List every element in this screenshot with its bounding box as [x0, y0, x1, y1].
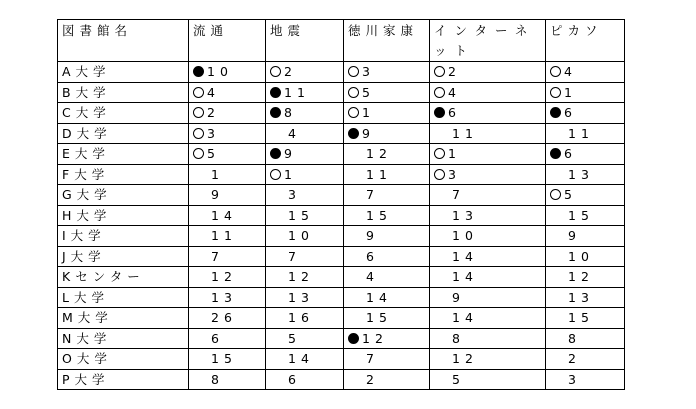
column-header-picasso: ピカソ	[546, 20, 625, 62]
rank-value: 13	[452, 207, 478, 223]
rank-value: 1	[211, 166, 224, 182]
filled-circle-icon	[270, 107, 281, 118]
rank-cell	[266, 205, 344, 226]
table-row	[58, 267, 625, 288]
rank-value: 10	[207, 64, 233, 80]
rank-value: 9	[211, 187, 224, 203]
rank-value: 1	[362, 105, 375, 121]
table-row	[58, 328, 625, 349]
rank-value: 16	[288, 310, 314, 326]
rank-cell	[189, 103, 266, 124]
rank-cell	[546, 287, 625, 308]
library-name-cell: O大学	[58, 349, 189, 370]
table-row	[58, 246, 625, 267]
filled-circle-icon	[270, 87, 281, 98]
column-header-earthquake: 地震	[266, 20, 344, 62]
table-row	[58, 287, 625, 308]
library-name-cell: D大学	[58, 123, 189, 144]
open-circle-icon	[193, 87, 204, 98]
rank-cell	[546, 349, 625, 370]
open-circle-icon	[434, 148, 445, 159]
rank-value: 9	[362, 125, 375, 141]
rank-value: 14	[452, 269, 478, 285]
rank-cell	[546, 226, 625, 247]
rank-cell	[189, 226, 266, 247]
filled-circle-icon	[270, 148, 281, 159]
library-name-cell: I大学	[58, 226, 189, 247]
rank-cell	[546, 123, 625, 144]
rank-value: 15	[366, 207, 392, 223]
rank-value: 5	[362, 84, 375, 100]
column-header-library-name: 図書館名	[58, 20, 189, 62]
rank-value: 4	[207, 84, 220, 100]
library-ranking-table	[57, 19, 625, 390]
rank-cell	[344, 287, 430, 308]
rank-cell	[344, 185, 430, 206]
library-name-cell: F大学	[58, 164, 189, 185]
rank-cell	[546, 185, 625, 206]
rank-cell	[546, 62, 625, 83]
rank-cell	[189, 82, 266, 103]
rank-cell	[546, 103, 625, 124]
rank-value: 14	[288, 351, 314, 367]
rank-value: 5	[207, 146, 220, 162]
rank-cell	[430, 226, 546, 247]
rank-value: 15	[568, 310, 594, 326]
rank-value: 14	[366, 289, 392, 305]
rank-value: 10	[568, 248, 594, 264]
rank-value: 11	[568, 125, 594, 141]
rank-value: 15	[288, 207, 314, 223]
rank-value: 11	[452, 125, 478, 141]
rank-value: 12	[362, 330, 388, 346]
rank-cell	[430, 144, 546, 165]
open-circle-icon	[550, 87, 561, 98]
open-circle-icon	[193, 107, 204, 118]
rank-cell	[266, 349, 344, 370]
open-circle-icon	[193, 148, 204, 159]
rank-value: 13	[568, 166, 594, 182]
column-header-internet: インターネット	[430, 20, 546, 62]
rank-value: 4	[288, 125, 301, 141]
rank-cell	[344, 123, 430, 144]
rank-value: 2	[366, 371, 379, 387]
library-name-cell: P大学	[58, 369, 189, 390]
rank-value: 5	[564, 187, 577, 203]
filled-circle-icon	[348, 333, 359, 344]
rank-value: 8	[284, 105, 297, 121]
rank-value: 6	[564, 146, 577, 162]
rank-value: 1	[284, 166, 297, 182]
table-row	[58, 226, 625, 247]
rank-value: 14	[211, 207, 237, 223]
column-header-distribution: 流通	[189, 20, 266, 62]
rank-cell	[266, 369, 344, 390]
rank-cell	[344, 226, 430, 247]
table-row	[58, 349, 625, 370]
rank-cell	[430, 123, 546, 144]
rank-cell	[266, 287, 344, 308]
filled-circle-icon	[348, 128, 359, 139]
rank-value: 15	[366, 310, 392, 326]
rank-cell	[266, 308, 344, 329]
rank-cell	[546, 205, 625, 226]
rank-cell	[430, 369, 546, 390]
rank-cell	[189, 287, 266, 308]
open-circle-icon	[348, 66, 359, 77]
rank-cell	[189, 123, 266, 144]
rank-value: 1	[448, 146, 461, 162]
rank-value: 6	[211, 330, 224, 346]
rank-value: 4	[448, 84, 461, 100]
rank-cell	[344, 205, 430, 226]
rank-cell	[546, 369, 625, 390]
rank-cell	[344, 82, 430, 103]
rank-value: 3	[288, 187, 301, 203]
rank-cell	[266, 103, 344, 124]
library-name-cell: N大学	[58, 328, 189, 349]
rank-value: 5	[288, 330, 301, 346]
rank-cell	[430, 267, 546, 288]
rank-cell	[266, 267, 344, 288]
rank-value: 10	[452, 228, 478, 244]
rank-cell	[430, 205, 546, 226]
table-row	[58, 308, 625, 329]
rank-value: 12	[288, 269, 314, 285]
rank-cell	[344, 144, 430, 165]
rank-cell	[546, 267, 625, 288]
rank-value: 2	[207, 105, 220, 121]
rank-cell	[266, 246, 344, 267]
rank-cell	[189, 62, 266, 83]
filled-circle-icon	[193, 66, 204, 77]
rank-cell	[189, 267, 266, 288]
rank-value: 6	[288, 371, 301, 387]
rank-cell	[430, 246, 546, 267]
rank-value: 4	[564, 64, 577, 80]
rank-value: 3	[207, 125, 220, 141]
rank-cell	[430, 82, 546, 103]
rank-cell	[189, 308, 266, 329]
rank-value: 11	[284, 84, 310, 100]
table-row	[58, 123, 625, 144]
rank-value: 14	[452, 310, 478, 326]
library-name-cell: J大学	[58, 246, 189, 267]
table-row	[58, 369, 625, 390]
open-circle-icon	[193, 128, 204, 139]
rank-cell	[546, 164, 625, 185]
rank-cell	[344, 328, 430, 349]
rank-value: 10	[288, 228, 314, 244]
rank-value: 6	[448, 105, 461, 121]
open-circle-icon	[550, 189, 561, 200]
table-row	[58, 62, 625, 83]
rank-value: 11	[366, 166, 392, 182]
rank-cell	[189, 369, 266, 390]
rank-cell	[344, 369, 430, 390]
rank-value: 14	[452, 248, 478, 264]
rank-cell	[189, 246, 266, 267]
rank-cell	[344, 267, 430, 288]
rank-value: 7	[211, 248, 224, 264]
table-row	[58, 82, 625, 103]
rank-value: 2	[284, 64, 297, 80]
rank-cell	[430, 103, 546, 124]
rank-cell	[546, 246, 625, 267]
filled-circle-icon	[434, 107, 445, 118]
rank-cell	[430, 164, 546, 185]
rank-cell	[430, 328, 546, 349]
table-body	[58, 62, 625, 390]
rank-value: 9	[284, 146, 297, 162]
library-name-cell: L大学	[58, 287, 189, 308]
rank-value: 9	[452, 289, 465, 305]
library-name-cell: G大学	[58, 185, 189, 206]
rank-cell	[430, 287, 546, 308]
rank-value: 3	[448, 166, 461, 182]
rank-cell	[430, 308, 546, 329]
rank-value: 7	[452, 187, 465, 203]
open-circle-icon	[270, 169, 281, 180]
open-circle-icon	[348, 87, 359, 98]
rank-cell	[344, 103, 430, 124]
rank-value: 8	[211, 371, 224, 387]
rank-cell	[189, 205, 266, 226]
rank-value: 13	[211, 289, 237, 305]
rank-cell	[430, 349, 546, 370]
rank-cell	[266, 226, 344, 247]
rank-cell	[189, 185, 266, 206]
rank-cell	[189, 164, 266, 185]
filled-circle-icon	[550, 148, 561, 159]
rank-value: 7	[288, 248, 301, 264]
library-name-cell: B大学	[58, 82, 189, 103]
header-row	[58, 20, 625, 62]
rank-cell	[430, 185, 546, 206]
rank-value: 11	[211, 228, 237, 244]
rank-cell	[344, 308, 430, 329]
rank-value: 6	[564, 105, 577, 121]
rank-value: 7	[366, 187, 379, 203]
table-row	[58, 144, 625, 165]
rank-value: 3	[362, 64, 375, 80]
rank-value: 3	[568, 371, 581, 387]
library-name-cell: E大学	[58, 144, 189, 165]
rank-value: 12	[568, 269, 594, 285]
rank-value: 12	[211, 269, 237, 285]
rank-value: 9	[568, 228, 581, 244]
library-name-cell: C大学	[58, 103, 189, 124]
rank-cell	[344, 349, 430, 370]
rank-cell	[344, 246, 430, 267]
open-circle-icon	[434, 169, 445, 180]
rank-value: 5	[452, 371, 465, 387]
rank-cell	[546, 82, 625, 103]
rank-cell	[546, 308, 625, 329]
table-row	[58, 185, 625, 206]
rank-value: 15	[568, 207, 594, 223]
library-name-cell: A大学	[58, 62, 189, 83]
rank-value: 26	[211, 310, 237, 326]
open-circle-icon	[550, 66, 561, 77]
rank-value: 13	[288, 289, 314, 305]
open-circle-icon	[434, 87, 445, 98]
rank-cell	[266, 185, 344, 206]
rank-cell	[189, 328, 266, 349]
open-circle-icon	[348, 107, 359, 118]
rank-cell	[266, 144, 344, 165]
rank-cell	[344, 164, 430, 185]
column-header-tokugawa-ieyasu: 徳川家康	[344, 20, 430, 62]
rank-value: 15	[211, 351, 237, 367]
rank-cell	[546, 328, 625, 349]
table-row	[58, 205, 625, 226]
rank-cell	[546, 144, 625, 165]
rank-cell	[266, 62, 344, 83]
rank-cell	[189, 349, 266, 370]
rank-value: 12	[452, 351, 478, 367]
rank-value: 2	[568, 351, 581, 367]
library-name-cell: Kセンター	[58, 267, 189, 288]
open-circle-icon	[434, 66, 445, 77]
rank-value: 8	[568, 330, 581, 346]
rank-value: 8	[452, 330, 465, 346]
rank-value: 2	[448, 64, 461, 80]
rank-cell	[266, 82, 344, 103]
rank-value: 1	[564, 84, 577, 100]
rank-value: 13	[568, 289, 594, 305]
rank-value: 12	[366, 146, 392, 162]
rank-cell	[266, 328, 344, 349]
rank-cell	[266, 123, 344, 144]
rank-cell	[266, 164, 344, 185]
table-row	[58, 103, 625, 124]
rank-value: 7	[366, 351, 379, 367]
rank-value: 6	[366, 248, 379, 264]
open-circle-icon	[270, 66, 281, 77]
rank-cell	[430, 62, 546, 83]
table-row	[58, 164, 625, 185]
rank-value: 9	[366, 228, 379, 244]
filled-circle-icon	[550, 107, 561, 118]
rank-cell	[344, 62, 430, 83]
library-name-cell: M大学	[58, 308, 189, 329]
rank-cell	[189, 144, 266, 165]
rank-value: 4	[366, 269, 379, 285]
library-name-cell: H大学	[58, 205, 189, 226]
